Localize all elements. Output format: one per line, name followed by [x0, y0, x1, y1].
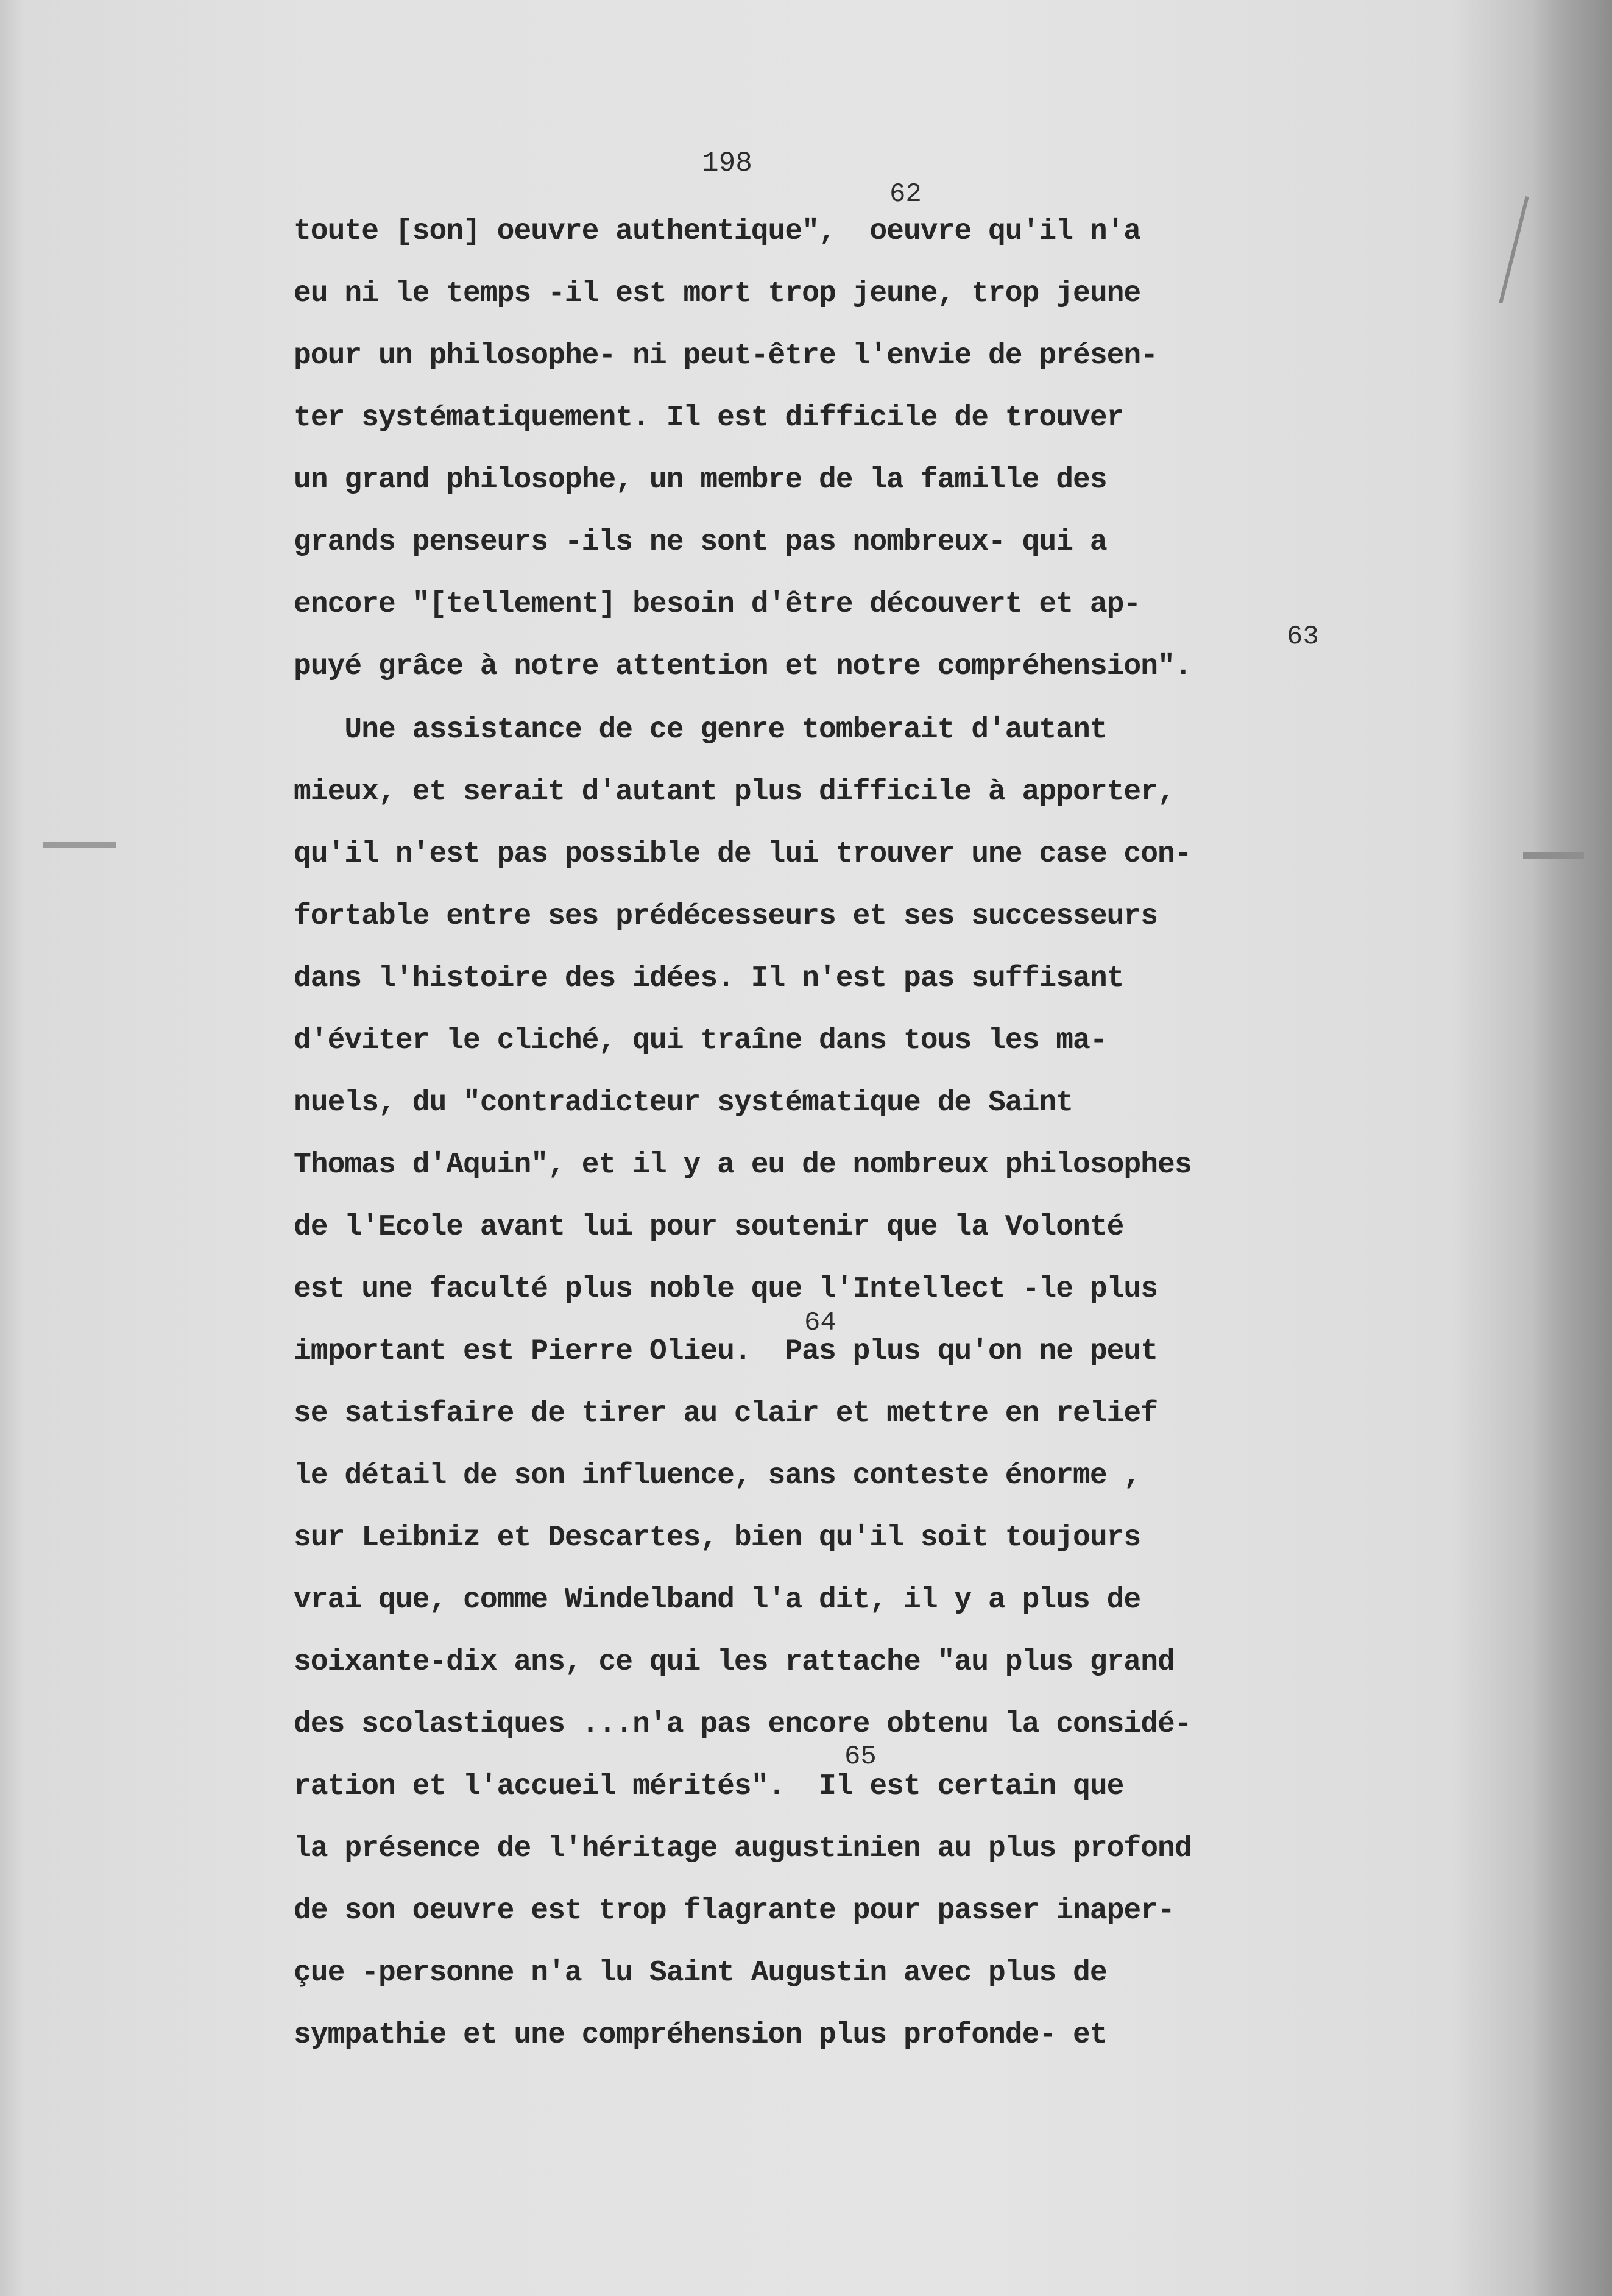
text-line: d'éviter le cliché, qui traîne dans tous les ma-: [294, 1024, 1107, 1057]
text-line: Une assistance de ce genre tomberait d'autant: [294, 714, 1107, 746]
text-line: sur Leibniz et Descartes, bien qu'il soit toujours: [294, 1522, 1141, 1554]
text-line: pour un philosophe- ni peut-être l'envie de présen-: [294, 339, 1158, 372]
text-line: çue -personne n'a lu Saint Augustin avec plus de: [294, 1957, 1107, 1990]
footnote-ref-63: 63: [1287, 622, 1319, 652]
text-line: de l'Ecole avant lui pour soutenir que la Volonté: [294, 1211, 1124, 1244]
text-line: se satisfaire de tirer au clair et mettre en relief: [294, 1397, 1158, 1430]
text-line: puyé grâce à notre attention et notre compréhension".: [294, 650, 1192, 683]
text-line: important est Pierre Olieu. Pas plus qu'on ne peut: [294, 1335, 1158, 1368]
text-line: dans l'histoire des idées. Il n'est pas suffisant: [294, 962, 1124, 995]
text-line: qu'il n'est pas possible de lui trouver une case con-: [294, 838, 1192, 871]
text-line: soixante-dix ans, ce qui les rattache "au plus grand: [294, 1646, 1175, 1679]
text-line: fortable entre ses prédécesseurs et ses successeurs: [294, 900, 1158, 933]
footnote-ref-65: 65: [844, 1741, 877, 1772]
text-line: toute [son] oeuvre authentique", oeuvre qu'il n'a: [294, 215, 1141, 248]
text-line: grands penseurs -ils ne sont pas nombreux- qui a: [294, 526, 1107, 559]
text-line: eu ni le temps -il est mort trop jeune, trop jeune: [294, 277, 1141, 310]
left-paper-edge-shadow: [0, 0, 24, 2296]
right-margin-mark: [1523, 852, 1584, 859]
text-line: mieux, et serait d'autant plus difficile à apporter,: [294, 776, 1175, 809]
text-line: de son oeuvre est trop flagrante pour passer inaper-: [294, 1894, 1175, 1927]
text-line: Thomas d'Aquin", et il y a eu de nombreux philosophes: [294, 1149, 1192, 1182]
left-margin-mark: [43, 842, 116, 848]
text-line: sympathie et une compréhension plus profonde- et: [294, 2019, 1107, 2052]
text-line: nuels, du "contradicteur systématique de Saint: [294, 1086, 1073, 1119]
page-number: 198: [702, 147, 752, 179]
text-line: le détail de son influence, sans conteste énorme ,: [294, 1459, 1141, 1492]
text-line: ter systématiquement. Il est difficile de trouver: [294, 402, 1124, 434]
footnote-ref-62: 62: [889, 179, 922, 210]
text-line: des scolastiques ...n'a pas encore obtenu la considé-: [294, 1708, 1192, 1741]
text-line: la présence de l'héritage augustinien au plus profond: [294, 1832, 1192, 1865]
text-line: un grand philosophe, un membre de la famille des: [294, 464, 1107, 497]
text-line: est une faculté plus noble que l'Intellect -le plus: [294, 1273, 1158, 1306]
text-line: ration et l'accueil mérités". Il est certain que: [294, 1770, 1124, 1803]
footnote-ref-64: 64: [804, 1308, 836, 1338]
text-line: encore "[tellement] besoin d'être découvert et ap-: [294, 588, 1141, 621]
text-line: vrai que, comme Windelband l'a dit, il y a plus de: [294, 1584, 1141, 1617]
right-paper-edge-shadow: [1533, 0, 1612, 2296]
